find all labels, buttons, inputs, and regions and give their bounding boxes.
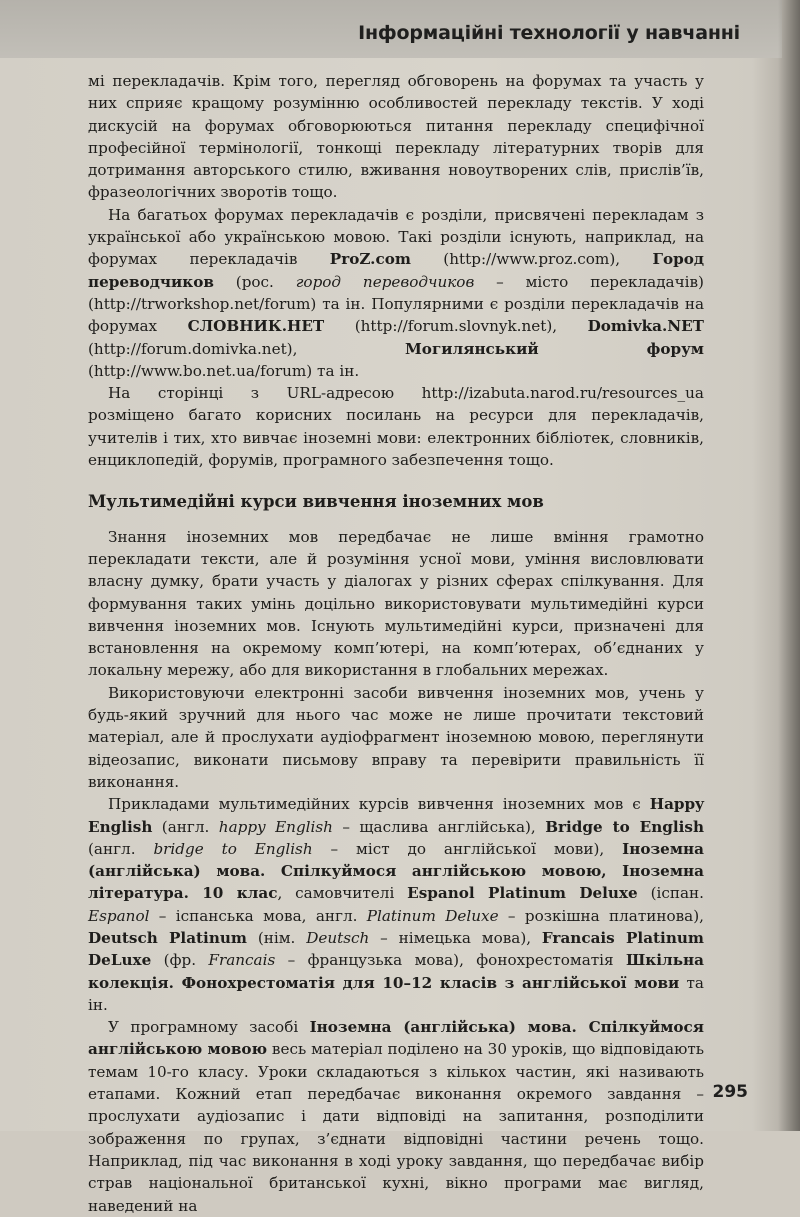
running-header bbox=[0, 0, 782, 58]
text-run: (http://forum.domivka.net), bbox=[88, 339, 405, 358]
paragraph bbox=[88, 682, 704, 793]
paragraph bbox=[88, 204, 704, 382]
section-heading bbox=[88, 491, 704, 513]
italic-term: happy English bbox=[218, 817, 333, 836]
text-run: (рос. bbox=[213, 272, 296, 291]
paragraph bbox=[88, 526, 704, 682]
text-run: Використовуючи електронні засоби вивчення іноземних мов, учень у будь-який зручний для нього час може не лише прочитати текстовий матеріал, але й прослухати аудіофрагмент іноземною мовою, переглянути відеозапис, виконати письмову вправу та перевірити правильність її виконання. bbox=[88, 683, 704, 791]
italic-term: Espanol bbox=[88, 906, 150, 925]
italic-term: bridge to English bbox=[153, 839, 313, 858]
text-run: та ін. bbox=[88, 973, 704, 1014]
bold-term: Bridge to English bbox=[545, 817, 704, 836]
bold-term: Deutsch Platinum bbox=[88, 928, 247, 947]
text-run: На сторінці з URL-адресою http://izabuta.narod.ru/resources_ua розміщено багато корисних посилань на ресурси для перекладачів, учителів і тих, хто вивчає іноземні мови: електронних бібліотек, словників, енциклопедій, форумів, програмного забезпечення тощо. bbox=[88, 384, 704, 470]
bold-term: Шкільна колекція. Фонохрестоматія для 10–12 класів з англійської мови bbox=[88, 951, 704, 992]
italic-term: Francais bbox=[208, 951, 276, 970]
text-run: – щаслива англійська), bbox=[332, 817, 546, 836]
text-run: мі перекладачів. Крім того, перегляд обговорень на форумах та участь у них сприяє кращому розумінню особливостей перекладу текстів. У ході дискусій на форумах обговорюються питання перекладу специфічної професійної термінології, тонкощі перекладу літературних творів для дотримання авторського стилю, вживання новоутворених слів, прислів’їв, фразеологічних зворотів тощо. bbox=[88, 72, 704, 202]
text-run: , самовчителі bbox=[277, 884, 408, 903]
text-run: (фр. bbox=[151, 951, 209, 970]
paragraph bbox=[88, 793, 704, 1016]
text-run: (англ. bbox=[88, 839, 154, 858]
text-run: – міст до англійської мови), bbox=[312, 839, 623, 858]
text-run: – французька мова), фонохрестоматія bbox=[275, 951, 627, 970]
text-run: весь матеріал поділено на 30 уроків, що відповідають темам 10-го класу. Уроки складаються з кількох частин, які називають етапами. Кожний етап передбачає виконання окремого завдання – прослухати аудіозапис і дати відповіді на запитання, розподілити зображення по групах, з’єднати відповідні частини речень тощо. Наприклад, під час виконання в ході уроку завдання, що передбачає вибір страв національної британської кухні, вікно програми має вигляд, наведений на bbox=[88, 1040, 704, 1215]
text-run: (http://www.bo.net.ua/forum) та ін. bbox=[88, 361, 360, 380]
text-run: (іспан. bbox=[637, 884, 704, 903]
bold-term: Happy English bbox=[88, 795, 704, 836]
text-run: (http://forum.slovnyk.net), bbox=[324, 317, 588, 336]
paragraph bbox=[88, 1016, 704, 1217]
text-run: Мультимедійні курси вивчення іноземних мов bbox=[88, 492, 544, 512]
text-run: Знання іноземних мов передбачає не лише вміння грамотно перекладати тексти, але й розуміння усної мови, уміння висловлювати власну думку, брати участь у діалогах у різних сферах спілкування. Для формування таких умінь доцільно використовувати мультимедійні курси вивчення іноземних мов. Існують мультимедійні курси, призначені для встановлення на окремому комп’ютері, на комп’ютерах, об’єднаних у локальну мережу, або для використання в глобальних мережах. bbox=[88, 527, 704, 680]
paragraph bbox=[88, 70, 704, 204]
text-run: (нім. bbox=[247, 928, 307, 947]
text-run: (http://www.proz.com), bbox=[410, 250, 653, 269]
paragraph bbox=[88, 382, 704, 471]
italic-term: Platinum Deluxe bbox=[366, 906, 499, 925]
text-run: У програмному засобі bbox=[108, 1018, 310, 1037]
bold-term: Город переводчиков bbox=[88, 250, 704, 291]
text-run: На багатьох форумах перекладачів є розділи, присвячені перекладам з української або українською мовою. Такі розділи існують, наприклад, на форумах перекладачів bbox=[88, 205, 704, 269]
text-run: (англ. bbox=[152, 817, 219, 836]
page-edge-shadow bbox=[778, 0, 800, 1131]
text-run: Прикладами мультимедійних курсів вивчення іноземних мов є bbox=[108, 795, 650, 814]
running-header-title: Інформаційні технології у навчанні bbox=[358, 22, 740, 44]
text-run: – німецька мова), bbox=[369, 928, 542, 947]
page-body-text bbox=[88, 70, 704, 1217]
bold-term: СЛОВНИК.НЕТ bbox=[187, 317, 325, 336]
bold-term: Іноземна (англійська) мова. Спілкуймося англійською мовою, Іноземна література. 10 клас bbox=[88, 839, 704, 903]
italic-term: город переводчиков bbox=[295, 272, 475, 291]
text-run: – місто перекладачів) (http://trworkshop.net/forum) та ін. Популярними є розділи перекладачів на форумах bbox=[88, 272, 704, 336]
page-number: 295 bbox=[712, 1082, 748, 1102]
bold-term: Domivka.NET bbox=[587, 317, 704, 336]
bold-term: ProZ.com bbox=[329, 250, 411, 269]
bold-term: Francais Platinum DeLuxe bbox=[88, 928, 704, 970]
text-run: – іспанська мова, англ. bbox=[149, 906, 367, 925]
bold-term: Іноземна (англійська) мова. Спілкуймося англійською мовою bbox=[88, 1018, 705, 1059]
italic-term: Deutsch bbox=[306, 928, 370, 947]
text-run: – розкішна платинова), bbox=[498, 906, 704, 925]
bold-term: Espanol Platinum Deluxe bbox=[407, 884, 638, 903]
bold-term: Могилянський форум bbox=[405, 339, 704, 358]
